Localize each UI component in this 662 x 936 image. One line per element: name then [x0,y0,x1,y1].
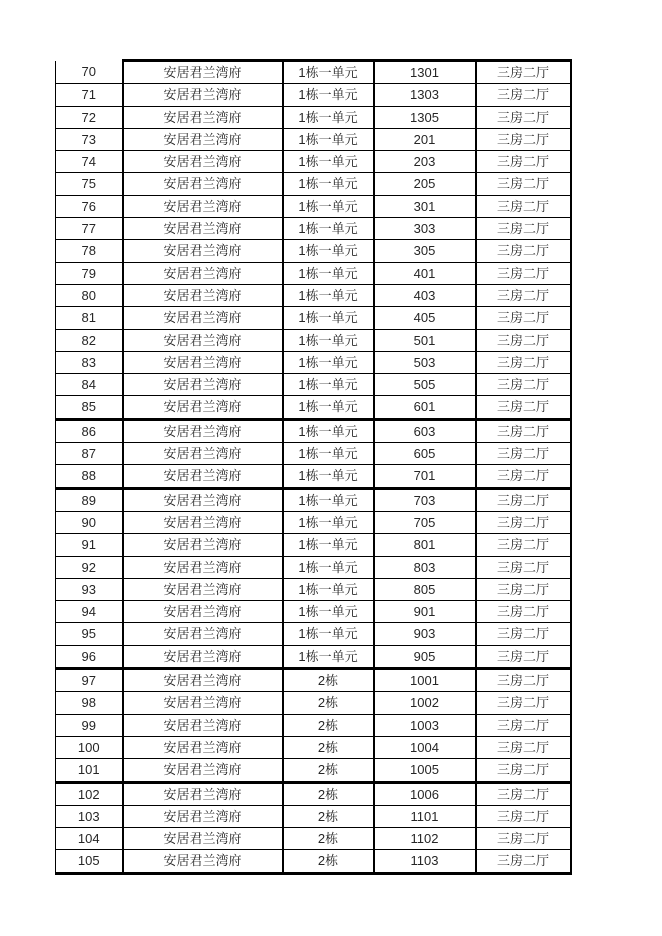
cell-room: 905 [374,645,476,668]
cell-room: 1301 [374,61,476,84]
cell-layout: 三房二厅 [476,173,571,195]
table-row [56,534,571,556]
cell-building-unit: 2栋 [283,805,374,827]
cell-seq: 90 [56,511,123,533]
cell-community: 安居君兰湾府 [123,692,283,714]
cell-community: 安居君兰湾府 [123,106,283,128]
cell-layout: 三房二厅 [476,351,571,373]
cell-seq: 80 [56,284,123,306]
cell-community: 安居君兰湾府 [123,828,283,850]
cell-building-unit: 1栋一单元 [283,84,374,106]
cell-building-unit: 1栋一单元 [283,218,374,240]
table-row [56,329,571,351]
cell-community: 安居君兰湾府 [123,850,283,873]
table-row [56,84,571,106]
cell-building-unit: 1栋一单元 [283,645,374,668]
cell-layout: 三房二厅 [476,714,571,736]
table-row [56,173,571,195]
cell-room: 1001 [374,669,476,692]
cell-room: 903 [374,623,476,645]
cell-seq: 82 [56,329,123,351]
table-row [56,511,571,533]
cell-layout: 三房二厅 [476,828,571,850]
cell-building-unit: 2栋 [283,736,374,758]
cell-layout: 三房二厅 [476,329,571,351]
cell-community: 安居君兰湾府 [123,351,283,373]
cell-building-unit: 2栋 [283,714,374,736]
cell-community: 安居君兰湾府 [123,307,283,329]
cell-community: 安居君兰湾府 [123,736,283,758]
cell-seq: 103 [56,805,123,827]
cell-building-unit: 2栋 [283,782,374,805]
table-row [56,195,571,217]
cell-seq: 88 [56,465,123,488]
cell-room: 1103 [374,850,476,873]
cell-community: 安居君兰湾府 [123,782,283,805]
cell-building-unit: 2栋 [283,692,374,714]
cell-seq: 76 [56,195,123,217]
table-row [56,262,571,284]
cell-layout: 三房二厅 [476,692,571,714]
cell-room: 203 [374,151,476,173]
cell-seq: 94 [56,601,123,623]
cell-community: 安居君兰湾府 [123,578,283,600]
cell-community: 安居君兰湾府 [123,556,283,578]
cell-room: 901 [374,601,476,623]
table-row [56,601,571,623]
cell-layout: 三房二厅 [476,511,571,533]
cell-community: 安居君兰湾府 [123,645,283,668]
cell-community: 安居君兰湾府 [123,284,283,306]
table-row [56,578,571,600]
cell-seq: 79 [56,262,123,284]
cell-community: 安居君兰湾府 [123,669,283,692]
cell-seq: 86 [56,419,123,442]
table-row [56,669,571,692]
cell-room: 303 [374,218,476,240]
table-row [56,128,571,150]
cell-seq: 74 [56,151,123,173]
cell-layout: 三房二厅 [476,601,571,623]
cell-community: 安居君兰湾府 [123,240,283,262]
cell-seq: 73 [56,128,123,150]
cell-seq: 72 [56,106,123,128]
cell-seq: 100 [56,736,123,758]
cell-seq: 84 [56,374,123,396]
cell-room: 1305 [374,106,476,128]
cell-community: 安居君兰湾府 [123,396,283,419]
table-row [56,396,571,419]
table-row [56,850,571,873]
cell-seq: 98 [56,692,123,714]
cell-seq: 102 [56,782,123,805]
cell-seq: 93 [56,578,123,600]
cell-building-unit: 1栋一单元 [283,396,374,419]
cell-community: 安居君兰湾府 [123,128,283,150]
cell-layout: 三房二厅 [476,736,571,758]
cell-layout: 三房二厅 [476,195,571,217]
cell-community: 安居君兰湾府 [123,173,283,195]
cell-room: 1102 [374,828,476,850]
table-row [56,61,571,84]
cell-room: 401 [374,262,476,284]
cell-room: 503 [374,351,476,373]
cell-seq: 99 [56,714,123,736]
table-body [56,61,571,874]
cell-layout: 三房二厅 [476,262,571,284]
table-row [56,443,571,465]
cell-building-unit: 1栋一单元 [283,488,374,511]
cell-building-unit: 1栋一单元 [283,556,374,578]
cell-room: 403 [374,284,476,306]
cell-layout: 三房二厅 [476,805,571,827]
cell-room: 1006 [374,782,476,805]
cell-layout: 三房二厅 [476,218,571,240]
cell-room: 605 [374,443,476,465]
cell-room: 1002 [374,692,476,714]
cell-seq: 70 [56,61,123,84]
cell-layout: 三房二厅 [476,759,571,782]
table-row [56,284,571,306]
cell-seq: 81 [56,307,123,329]
table-row [56,465,571,488]
table-row [56,419,571,442]
cell-building-unit: 1栋一单元 [283,465,374,488]
cell-room: 805 [374,578,476,600]
cell-seq: 97 [56,669,123,692]
cell-room: 205 [374,173,476,195]
table-row [56,307,571,329]
table-row [56,782,571,805]
cell-building-unit: 1栋一单元 [283,173,374,195]
cell-building-unit: 1栋一单元 [283,151,374,173]
cell-seq: 89 [56,488,123,511]
cell-layout: 三房二厅 [476,128,571,150]
cell-room: 703 [374,488,476,511]
cell-building-unit: 1栋一单元 [283,351,374,373]
cell-community: 安居君兰湾府 [123,329,283,351]
cell-building-unit: 1栋一单元 [283,262,374,284]
table-row [56,759,571,782]
cell-seq: 77 [56,218,123,240]
table-row [56,692,571,714]
cell-layout: 三房二厅 [476,419,571,442]
cell-community: 安居君兰湾府 [123,61,283,84]
cell-community: 安居君兰湾府 [123,218,283,240]
table-row [56,488,571,511]
cell-room: 701 [374,465,476,488]
cell-layout: 三房二厅 [476,84,571,106]
cell-community: 安居君兰湾府 [123,443,283,465]
cell-community: 安居君兰湾府 [123,465,283,488]
cell-building-unit: 1栋一单元 [283,284,374,306]
cell-layout: 三房二厅 [476,61,571,84]
cell-room: 301 [374,195,476,217]
cell-layout: 三房二厅 [476,578,571,600]
cell-community: 安居君兰湾府 [123,714,283,736]
cell-building-unit: 1栋一单元 [283,443,374,465]
cell-layout: 三房二厅 [476,556,571,578]
cell-building-unit: 1栋一单元 [283,578,374,600]
cell-layout: 三房二厅 [476,488,571,511]
cell-community: 安居君兰湾府 [123,623,283,645]
cell-building-unit: 1栋一单元 [283,623,374,645]
cell-room: 803 [374,556,476,578]
cell-building-unit: 1栋一单元 [283,240,374,262]
cell-layout: 三房二厅 [476,782,571,805]
cell-community: 安居君兰湾府 [123,534,283,556]
table-row [56,106,571,128]
table-row [56,218,571,240]
cell-community: 安居君兰湾府 [123,374,283,396]
cell-layout: 三房二厅 [476,645,571,668]
table-row [56,736,571,758]
cell-community: 安居君兰湾府 [123,805,283,827]
cell-seq: 92 [56,556,123,578]
cell-layout: 三房二厅 [476,106,571,128]
cell-layout: 三房二厅 [476,534,571,556]
cell-room: 603 [374,419,476,442]
cell-seq: 78 [56,240,123,262]
cell-building-unit: 1栋一单元 [283,307,374,329]
cell-seq: 95 [56,623,123,645]
cell-layout: 三房二厅 [476,850,571,873]
table-row [56,623,571,645]
cell-room: 305 [374,240,476,262]
cell-building-unit: 2栋 [283,669,374,692]
housing-table [55,59,572,875]
cell-building-unit: 1栋一单元 [283,511,374,533]
table-row [56,351,571,373]
cell-room: 601 [374,396,476,419]
cell-room: 505 [374,374,476,396]
cell-building-unit: 1栋一单元 [283,419,374,442]
cell-community: 安居君兰湾府 [123,511,283,533]
cell-seq: 104 [56,828,123,850]
cell-community: 安居君兰湾府 [123,419,283,442]
cell-seq: 87 [56,443,123,465]
cell-building-unit: 1栋一单元 [283,128,374,150]
cell-seq: 101 [56,759,123,782]
cell-layout: 三房二厅 [476,374,571,396]
cell-room: 1003 [374,714,476,736]
cell-community: 安居君兰湾府 [123,151,283,173]
cell-seq: 75 [56,173,123,195]
cell-seq: 105 [56,850,123,873]
cell-room: 705 [374,511,476,533]
table-row [56,714,571,736]
cell-building-unit: 1栋一单元 [283,329,374,351]
cell-building-unit: 1栋一单元 [283,374,374,396]
table-row [56,645,571,668]
cell-room: 201 [374,128,476,150]
cell-building-unit: 1栋一单元 [283,534,374,556]
cell-community: 安居君兰湾府 [123,195,283,217]
cell-seq: 83 [56,351,123,373]
cell-layout: 三房二厅 [476,284,571,306]
cell-building-unit: 1栋一单元 [283,61,374,84]
cell-layout: 三房二厅 [476,396,571,419]
cell-room: 1004 [374,736,476,758]
table-row [56,151,571,173]
cell-layout: 三房二厅 [476,465,571,488]
cell-room: 501 [374,329,476,351]
cell-seq: 91 [56,534,123,556]
cell-layout: 三房二厅 [476,623,571,645]
cell-building-unit: 1栋一单元 [283,601,374,623]
cell-building-unit: 2栋 [283,759,374,782]
table-row [56,805,571,827]
cell-layout: 三房二厅 [476,443,571,465]
cell-room: 1101 [374,805,476,827]
cell-room: 1303 [374,84,476,106]
cell-community: 安居君兰湾府 [123,262,283,284]
cell-building-unit: 1栋一单元 [283,106,374,128]
cell-community: 安居君兰湾府 [123,601,283,623]
cell-room: 801 [374,534,476,556]
cell-layout: 三房二厅 [476,669,571,692]
cell-room: 1005 [374,759,476,782]
cell-room: 405 [374,307,476,329]
cell-community: 安居君兰湾府 [123,488,283,511]
cell-community: 安居君兰湾府 [123,84,283,106]
cell-seq: 85 [56,396,123,419]
table-row [56,828,571,850]
cell-building-unit: 2栋 [283,828,374,850]
cell-layout: 三房二厅 [476,307,571,329]
table-row [56,240,571,262]
table-row [56,556,571,578]
cell-community: 安居君兰湾府 [123,759,283,782]
cell-layout: 三房二厅 [476,240,571,262]
cell-layout: 三房二厅 [476,151,571,173]
table-row [56,374,571,396]
cell-building-unit: 2栋 [283,850,374,873]
cell-building-unit: 1栋一单元 [283,195,374,217]
cell-seq: 71 [56,84,123,106]
cell-seq: 96 [56,645,123,668]
